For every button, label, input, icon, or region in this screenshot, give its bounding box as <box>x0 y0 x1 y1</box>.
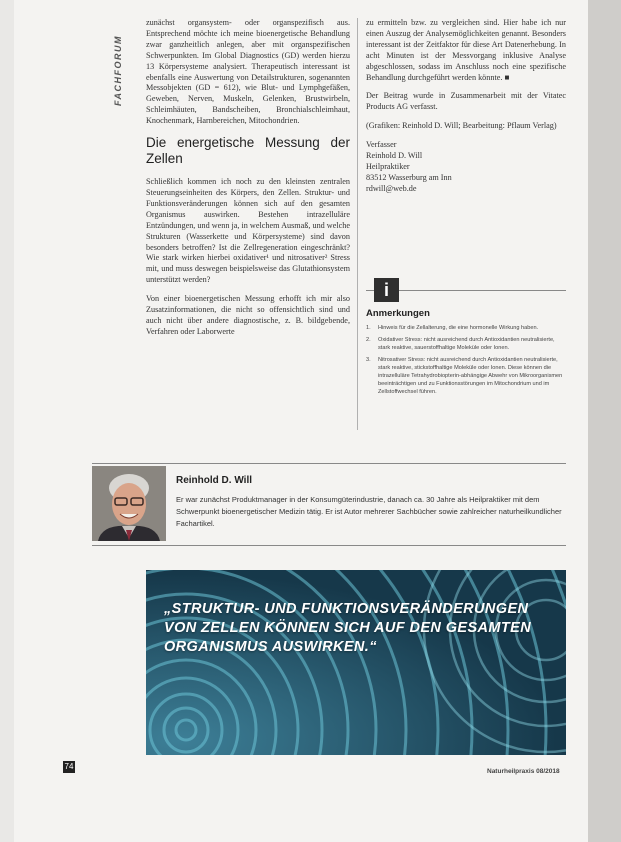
author-bio: Er war zunächst Produktmanager in der Konsumgüterindustrie, danach ca. 30 Jahre als Heilpraktiker mit dem Schwerpunkt bioenergetischer Medizin tätig. Er ist Autor mehrerer Sachbücher sowie zahlreicher naturheilkundlicher Fachartikel. <box>176 495 562 528</box>
note-item: 2. Oxidativer Stress: nicht ausreichend durch Antioxidantien neutralisierte, stark reaktive, sauerstoffhaltige Moleküle oder Ionen. <box>366 337 555 351</box>
note-item: 1. Hinweis für die Zellalterung, die eine hormonelle Wirkung haben. <box>366 325 539 331</box>
credit-note: Der Beitrag wurde in Zusammenarbeit mit der Vitatec Products AG verfasst. <box>366 91 566 112</box>
contact-address: 83512 Wasserburg am Inn <box>366 172 452 182</box>
footer-issue: Naturheilpraxis 08/2018 <box>487 768 560 775</box>
author-photo <box>92 466 166 541</box>
quote-banner <box>146 570 566 755</box>
paragraph: zu ermitteln bzw. zu vergleichen sind. Hier habe ich nur einen Auszug der Analysemöglichkeiten genannt. Besonders interessant ist der Zeitfaktor für diese Art Datenerhebung. In acht Minuten ist der Messvorgang inklusive Analyse abgeschlossen, sodass im Anschluss noch eine spezifische Behandlung durchgeführt werden könnte. ■ <box>366 18 566 82</box>
column-divider <box>357 18 358 430</box>
author-name: Reinhold D. Will <box>176 475 253 486</box>
pull-quote: „STRUKTUR- UND FUNKTIONSVERÄNDERUNGEN VON ZELLEN KÖNNEN SICH AUF DEN GESAMTEN ORGANISMUS AUSWIRKEN.“ <box>164 601 532 655</box>
author-rule-top <box>92 463 566 464</box>
contact-email[interactable]: rdwill@web.de <box>366 183 417 193</box>
left-column <box>146 18 350 346</box>
info-icon: i <box>374 278 399 302</box>
note-item: 3. Nitrosativer Stress: nicht ausreichend durch Antioxidantien neutralisierte, stark reaktive, stickstoffhaltige Moleküle oder Ionen. Diese können die intrazelluläre Tetrahydrobiopterin-abhängige Abwehr von Mikroorganismen beeinträchtigen und zu Funktionsstörungen im Mitochondrium und im Zellstoffwechsel führen. <box>366 357 563 395</box>
notes-title: Anmerkungen <box>366 308 430 319</box>
graphics-credit: (Grafiken: Reinhold D. Will; Bearbeitung: Pflaum Verlag) <box>366 121 557 131</box>
notes-list <box>366 324 566 400</box>
section-label: FACHFORUM <box>113 35 123 106</box>
contact-profession: Heilpraktiker <box>366 161 410 171</box>
author-contact <box>366 140 566 195</box>
adjacent-page-edge <box>588 0 621 842</box>
page-number: 74 <box>64 762 74 771</box>
author-rule-bottom <box>92 545 566 546</box>
contact-name: Reinhold D. Will <box>366 151 423 161</box>
right-column <box>366 18 566 195</box>
wave-pattern <box>146 570 566 755</box>
paragraph: zunächst organsystem- oder organspezifisch aus. Entsprechend möchte ich meine bioenergetische Behandlung zwar ganzheitlich anlegen, aber mit organspezifischen Schwerpunkten. Im Global Diagnostics (GD) werden hierzu 13 Körpersysteme analysiert. Therapeutisch interessant ist ebenfalls eine Auswertung von Detailstrukturen, sogenannten Messobjekten (GD = 612), wie Blut- und Lymphgefäßen, Geweben, Nerven, Muskeln, Gelenken, Brustwirbeln, Schleimhäuten, Bandscheiben, Bronchialschleimhaut, Knochenmark, Harnbereichen, Mitochondrien. <box>146 18 350 126</box>
contact-label: Verfasser <box>366 140 397 150</box>
paragraph: Von einer bioenergetischen Messung erhofft ich mir also Zusatzinformationen, die nicht so offensichtlich sind und auch nicht über andere diagnostische, z. B. bildgebende, Verfahren oder Laborwerte <box>146 294 350 336</box>
paragraph: Schließlich kommen ich noch zu den kleinsten zentralen Steuerungseinheiten des Körpers, den Zellen. Struktur- und Funktionsveränderungen können sich auf den gesamten Organismus auswirken. Bestehen intrazelluläre Entzündungen, und wenn ja, in welchem Ausmaß, und welche Strukturen (Wasserkette und Körpersysteme) sind davon besonders betroffen? Ist die Zellregeneration eingeschränkt? Wie stark wirken hierbei oxidativer¹ und nitrosativer² Stress mit, und muss deswegen beispielsweise das Glutathionsystem unterstützt werden? <box>146 177 350 285</box>
section-heading: Die energetische Messung der Zellen <box>146 135 350 167</box>
